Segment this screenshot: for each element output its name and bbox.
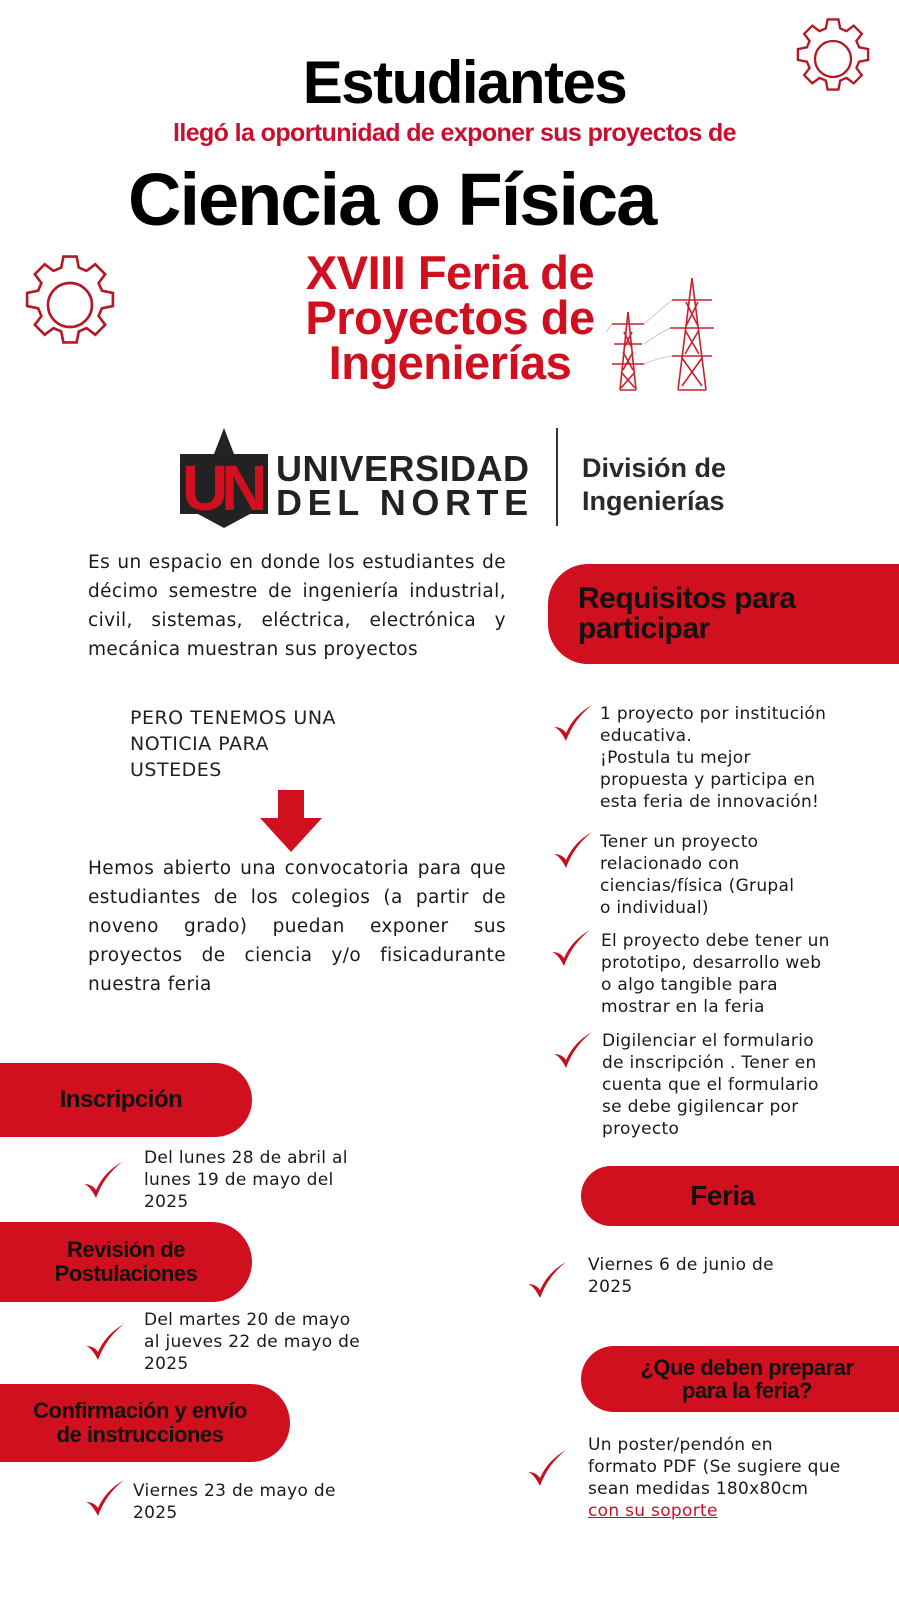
requirement-line: esta feria de innovación!	[600, 792, 820, 812]
requirements-heading-line: participar	[578, 612, 710, 645]
prepare-line: sean medidas 180x80cm	[588, 1479, 809, 1499]
revision-heading-line: Revisión de	[67, 1237, 185, 1262]
requirement-line: relacionado con	[600, 854, 740, 874]
date-line: Del lunes 28 de abril al	[144, 1148, 348, 1168]
requirements-heading	[548, 564, 899, 664]
division-name	[582, 452, 726, 518]
feria-dates	[588, 1254, 878, 1298]
requirement-line: ciencias/física (Grupal	[600, 876, 795, 896]
prepare-line: Un poster/pendón en	[588, 1435, 773, 1455]
date-line: Del martes 20 de mayo	[144, 1310, 351, 1330]
checkmark-icon	[552, 830, 594, 872]
university-name	[276, 448, 534, 523]
university-logo-icon	[178, 428, 270, 528]
inscripcion-dates	[144, 1147, 404, 1213]
notice-text	[130, 705, 470, 783]
requirements-heading-line: Requisitos para	[578, 582, 796, 615]
date-line: 2025	[144, 1354, 189, 1374]
checkmark-icon	[82, 1160, 124, 1202]
prepare-line: formato PDF (Se sugiere que	[588, 1457, 841, 1477]
checkmark-icon	[552, 703, 594, 745]
event-title	[240, 246, 660, 389]
revision-heading	[0, 1222, 252, 1302]
event-title-line: Proyectos de	[305, 291, 595, 344]
requirement-item	[601, 930, 896, 1018]
date-line: 2025	[144, 1192, 189, 1212]
intro-description: Es un espacio en donde los estudiantes de décimo semestre de ingeniería industrial, civil, sistemas, eléctrica, electrónica y mecánica muestran sus proyectos	[88, 552, 506, 660]
requirement-item	[600, 703, 890, 813]
requirement-line: El proyecto debe tener un	[601, 931, 830, 951]
headline-estudiantes: Estudiantes	[302, 49, 627, 116]
prepare-details	[588, 1434, 899, 1522]
requirement-line: proyecto	[602, 1119, 680, 1139]
requirement-item	[600, 831, 890, 919]
call-description: Hemos abierto una convocatoria para que estudiantes de los colegios (a partir de noveno grado) puedan exponer sus proyectos de ciencia y/o fisicadurante nuestra feria	[88, 858, 506, 995]
requirement-line: cuenta que el formulario	[602, 1075, 819, 1095]
notice-line: NOTICIA PARA	[130, 733, 269, 755]
checkmark-icon	[526, 1448, 568, 1490]
requirement-line: Digilenciar el formulario	[602, 1031, 814, 1051]
inscripcion-heading: Inscripción	[0, 1063, 252, 1137]
checkmark-icon	[84, 1322, 126, 1364]
gear-icon	[15, 250, 125, 360]
date-line: al jueves 22 de mayo de	[144, 1332, 360, 1352]
notice-line: USTEDES	[130, 759, 222, 781]
confirmacion-heading-line: de instrucciones	[56, 1422, 224, 1447]
requirement-line: de inscripción . Tener en	[602, 1053, 817, 1073]
event-title-line: Ingenierías	[328, 336, 572, 389]
checkmark-icon	[552, 1030, 594, 1072]
requirement-line: 1 proyecto por institución	[600, 704, 827, 724]
requirement-line: ¡Postula tu mejor	[600, 748, 751, 768]
logo-divider	[556, 428, 558, 526]
requirement-line: educativa.	[600, 726, 693, 746]
prepare-heading-line: para la feria?	[682, 1378, 812, 1403]
division-name-line2: Ingenierías	[582, 486, 725, 516]
date-line: Viernes 6 de junio de	[588, 1255, 774, 1275]
requirement-line: o algo tangible para	[601, 975, 778, 995]
notice-line: PERO TENEMOS UNA	[130, 707, 337, 729]
headline-subtitle: llegó la oportunidad de exponer sus proyectos de	[173, 119, 736, 147]
date-line: 2025	[133, 1503, 178, 1523]
headline-topic: Ciencia o Física	[128, 158, 656, 241]
event-title-line: XVIII Feria de	[305, 246, 595, 299]
checkmark-icon	[84, 1478, 126, 1520]
requirement-line: mostrar en la feria	[601, 997, 765, 1017]
university-name-line1: UNIVERSIDAD	[276, 448, 530, 489]
requirement-line: Tener un proyecto	[600, 832, 759, 852]
svg-text:UN: UN	[182, 452, 261, 524]
power-tower-icon	[606, 272, 724, 392]
checkmark-icon	[526, 1260, 568, 1302]
prepare-heading-line: ¿Que deben preparar	[640, 1355, 854, 1380]
confirmacion-heading	[0, 1384, 290, 1462]
checkmark-icon	[550, 928, 592, 970]
requirement-line: se debe gigilencar por	[602, 1097, 799, 1117]
requirement-item	[602, 1030, 892, 1140]
feria-heading: Feria	[581, 1166, 899, 1226]
division-name-line1: División de	[582, 453, 727, 483]
prepare-heading	[581, 1346, 899, 1412]
requirement-line: propuesta y participa en	[600, 770, 816, 790]
date-line: lunes 19 de mayo del	[144, 1170, 334, 1190]
university-name-line2: DEL NORTE	[276, 482, 534, 523]
confirmacion-heading-line: Confirmación y envío	[33, 1398, 247, 1423]
date-line: Viernes 23 de mayo de	[133, 1481, 336, 1501]
confirmacion-dates	[133, 1480, 393, 1524]
revision-heading-line: Postulaciones	[54, 1261, 198, 1286]
requirement-line: o individual)	[600, 898, 709, 918]
support-link[interactable]: con su soporte	[588, 1501, 718, 1521]
revision-dates	[144, 1309, 404, 1375]
requirement-line: prototipo, desarrollo web	[601, 953, 822, 973]
date-line: 2025	[588, 1277, 633, 1297]
arrow-down-icon	[260, 790, 322, 852]
